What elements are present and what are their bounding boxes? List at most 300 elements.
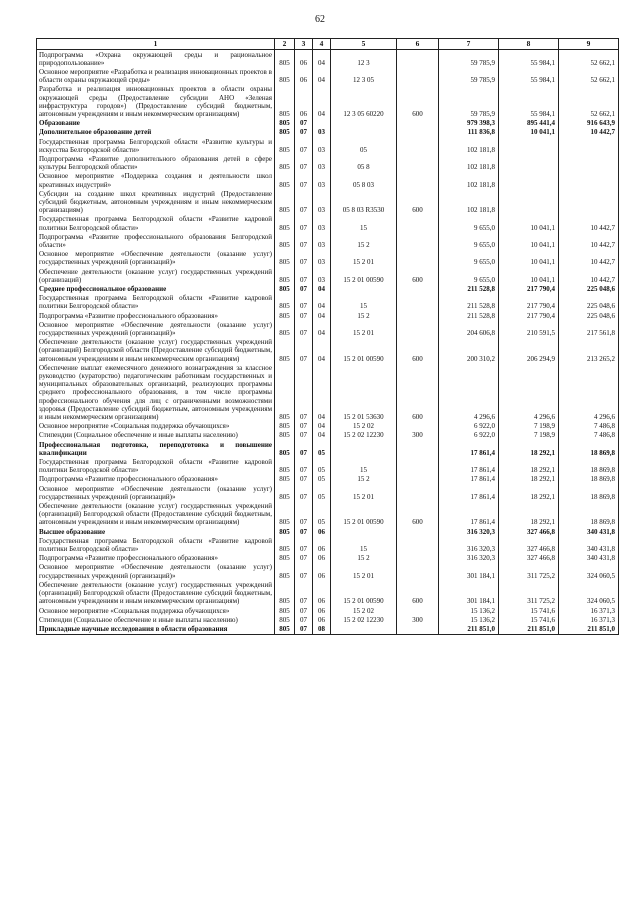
cell-col9	[559, 137, 619, 154]
cell-col8: 18 292,1	[499, 484, 559, 501]
cell-col3: 06	[295, 50, 313, 68]
cell-col3: 07	[295, 294, 313, 311]
cell-col2: 805	[275, 232, 295, 249]
table-row	[37, 128, 619, 137]
cell-col3: 07	[295, 128, 313, 137]
cell-col3: 07	[295, 137, 313, 154]
cell-col6	[397, 250, 439, 267]
row-name: Прикладные научные исследования в области образования	[37, 624, 275, 634]
cell-col8: 217 790,4	[499, 311, 559, 320]
column-header: 1	[37, 39, 275, 50]
cell-col8: 211 851,0	[499, 624, 559, 634]
cell-col3: 07	[295, 615, 313, 624]
cell-col5	[331, 119, 397, 128]
cell-col6	[397, 284, 439, 293]
cell-col5	[331, 440, 397, 457]
cell-col6: 300	[397, 615, 439, 624]
cell-col5: 15 2	[331, 554, 397, 563]
cell-col7: 4 296,6	[439, 363, 499, 421]
table-row	[37, 484, 619, 501]
cell-col3: 07	[295, 563, 313, 580]
cell-col8: 327 466,8	[499, 554, 559, 563]
cell-col3: 07	[295, 431, 313, 440]
cell-col3: 07	[295, 458, 313, 475]
cell-col3: 07	[295, 119, 313, 128]
table-row	[37, 267, 619, 284]
cell-col3: 07	[295, 580, 313, 606]
cell-col5: 15 2 01 53630	[331, 363, 397, 421]
cell-col2: 805	[275, 475, 295, 484]
cell-col2: 805	[275, 563, 295, 580]
cell-col5: 15 2 01 00590	[331, 502, 397, 528]
row-name: Стипендии (Социальное обеспечение и иные выплаты населению)	[37, 615, 275, 624]
cell-col7: 211 528,8	[439, 311, 499, 320]
cell-col5: 15	[331, 536, 397, 553]
cell-col5: 15 2 01 00590	[331, 580, 397, 606]
cell-col3: 07	[295, 320, 313, 337]
cell-col6	[397, 119, 439, 128]
column-header: 5	[331, 39, 397, 50]
table-row	[37, 284, 619, 293]
cell-col6: 600	[397, 85, 439, 119]
cell-col8: 10 041,1	[499, 128, 559, 137]
cell-col7: 15 136,2	[439, 606, 499, 615]
cell-col9: 225 048,6	[559, 284, 619, 293]
cell-col7: 301 184,1	[439, 580, 499, 606]
cell-col5: 15	[331, 294, 397, 311]
cell-col9	[559, 189, 619, 215]
table-row	[37, 554, 619, 563]
row-name: Государственная программа Белгородской области «Развитие кадровой политики Белгородской области»	[37, 215, 275, 232]
table-row	[37, 119, 619, 128]
table-row	[37, 502, 619, 528]
cell-col4: 03	[313, 172, 331, 189]
cell-col8	[499, 154, 559, 171]
cell-col8: 18 292,1	[499, 502, 559, 528]
cell-col2: 805	[275, 502, 295, 528]
cell-col6	[397, 294, 439, 311]
cell-col9: 10 442,7	[559, 215, 619, 232]
cell-col2: 805	[275, 311, 295, 320]
cell-col5: 15 2 01 00590	[331, 338, 397, 364]
cell-col8: 7 198,9	[499, 431, 559, 440]
cell-col3: 07	[295, 363, 313, 421]
table-row	[37, 422, 619, 431]
row-name: Высшее образование	[37, 527, 275, 536]
cell-col9: 10 442,7	[559, 267, 619, 284]
cell-col2: 805	[275, 250, 295, 267]
cell-col5	[331, 284, 397, 293]
cell-col7: 979 398,3	[439, 119, 499, 128]
cell-col6: 600	[397, 580, 439, 606]
cell-col5: 12 3	[331, 50, 397, 68]
table-row	[37, 440, 619, 457]
cell-col5: 15 2 01	[331, 563, 397, 580]
page-number: 62	[315, 14, 325, 25]
cell-col7: 316 320,3	[439, 554, 499, 563]
cell-col6	[397, 422, 439, 431]
table-row	[37, 311, 619, 320]
table-row	[37, 250, 619, 267]
cell-col5: 05	[331, 137, 397, 154]
cell-col5: 15 2 02 12230	[331, 431, 397, 440]
cell-col6: 600	[397, 363, 439, 421]
cell-col4: 03	[313, 128, 331, 137]
row-name: Разработка и реализация инновационных проектов в области охраны окружающей среды (Предоставление субсидии АНО «Зеленая инфраструктура городов») (Предоставление субсидий бюджетным, автономным учреждениям и иным некоммерческим организациям)	[37, 85, 275, 119]
cell-col7: 316 320,3	[439, 527, 499, 536]
table-row	[37, 338, 619, 364]
cell-col9	[559, 154, 619, 171]
cell-col6	[397, 563, 439, 580]
cell-col6	[397, 624, 439, 634]
cell-col2: 805	[275, 615, 295, 624]
cell-col4: 03	[313, 232, 331, 249]
cell-col6	[397, 554, 439, 563]
row-name: Обеспечение выплат ежемесячного денежного вознаграждения за классное руководство (кураторство) педагогическим работникам государственных и муниципальных образовательных организаций, реализующих программы среднего профессионального образования, в том числе программы профессионального обучения для лиц с ограниченными возможностями здоровья (Предоставление субсидий бюджетным, автономным учреждениям и иным некоммерческим организациям)	[37, 363, 275, 421]
cell-col3: 07	[295, 606, 313, 615]
budget-table	[36, 38, 619, 635]
cell-col4: 05	[313, 484, 331, 501]
row-name: Стипендии (Социальное обеспечение и иные выплаты населению)	[37, 431, 275, 440]
cell-col2: 805	[275, 440, 295, 457]
cell-col7: 204 606,8	[439, 320, 499, 337]
cell-col9: 16 371,3	[559, 615, 619, 624]
table-row	[37, 431, 619, 440]
cell-col2: 805	[275, 294, 295, 311]
cell-col9: 225 048,6	[559, 311, 619, 320]
cell-col2: 805	[275, 580, 295, 606]
cell-col5	[331, 527, 397, 536]
cell-col7: 301 184,1	[439, 563, 499, 580]
cell-col7: 200 310,2	[439, 338, 499, 364]
cell-col4: 05	[313, 440, 331, 457]
cell-col2: 805	[275, 338, 295, 364]
cell-col9: 18 869,8	[559, 458, 619, 475]
cell-col8	[499, 137, 559, 154]
table-row	[37, 189, 619, 215]
cell-col4: 05	[313, 475, 331, 484]
cell-col6: 600	[397, 338, 439, 364]
cell-col7: 316 320,3	[439, 536, 499, 553]
cell-col3: 07	[295, 440, 313, 457]
row-name: Подпрограмма «Развитие профессионального образования»	[37, 475, 275, 484]
table-row	[37, 458, 619, 475]
cell-col7: 102 181,8	[439, 172, 499, 189]
cell-col2: 805	[275, 154, 295, 171]
cell-col3: 07	[295, 250, 313, 267]
cell-col2: 805	[275, 172, 295, 189]
cell-col4: 04	[313, 422, 331, 431]
cell-col6	[397, 128, 439, 137]
row-name: Основное мероприятие «Социальная поддержка обучающихся»	[37, 606, 275, 615]
cell-col8: 15 741,6	[499, 606, 559, 615]
row-name: Дополнительное образование детей	[37, 128, 275, 137]
cell-col2: 805	[275, 422, 295, 431]
row-name: Субсидии на создание школ креативных индустрий (Предоставление субсидий бюджетным, автономным учреждениям и иным некоммерческим организациям)	[37, 189, 275, 215]
cell-col7: 17 861,4	[439, 484, 499, 501]
cell-col5: 15 2 02	[331, 422, 397, 431]
cell-col2: 805	[275, 67, 295, 84]
cell-col9: 225 048,6	[559, 294, 619, 311]
cell-col6	[397, 67, 439, 84]
cell-col6	[397, 440, 439, 457]
cell-col9: 211 851,0	[559, 624, 619, 634]
cell-col9: 340 431,8	[559, 554, 619, 563]
cell-col6	[397, 215, 439, 232]
cell-col3: 07	[295, 172, 313, 189]
cell-col2: 805	[275, 267, 295, 284]
cell-col7: 102 181,8	[439, 189, 499, 215]
cell-col6: 300	[397, 431, 439, 440]
row-name: Государственная программа Белгородской области «Развитие кадровой политики Белгородской области»	[37, 458, 275, 475]
cell-col3: 06	[295, 67, 313, 84]
cell-col8: 210 591,5	[499, 320, 559, 337]
cell-col2: 805	[275, 189, 295, 215]
cell-col5: 05 8	[331, 154, 397, 171]
cell-col3: 07	[295, 484, 313, 501]
table-row	[37, 67, 619, 84]
cell-col4: 03	[313, 189, 331, 215]
cell-col6	[397, 154, 439, 171]
table-body	[37, 50, 619, 635]
cell-col2: 805	[275, 606, 295, 615]
cell-col5: 15 2 02 12230	[331, 615, 397, 624]
cell-col9: 7 486,8	[559, 422, 619, 431]
cell-col5: 15 2 01	[331, 320, 397, 337]
table-row	[37, 527, 619, 536]
cell-col5: 12 3 05 60220	[331, 85, 397, 119]
cell-col9: 52 662,1	[559, 85, 619, 119]
table-row	[37, 320, 619, 337]
cell-col4: 04	[313, 338, 331, 364]
table-row	[37, 615, 619, 624]
cell-col2: 805	[275, 284, 295, 293]
table-row	[37, 154, 619, 171]
cell-col2: 805	[275, 363, 295, 421]
cell-col4: 03	[313, 250, 331, 267]
cell-col4: 08	[313, 624, 331, 634]
row-name: Основное мероприятие «Обеспечение деятельности (оказание услуг) государственных учреждений (организаций)»	[37, 250, 275, 267]
cell-col4: 06	[313, 615, 331, 624]
cell-col3: 07	[295, 554, 313, 563]
row-name: Основное мероприятие «Обеспечение деятельности (оказание услуг) государственных учреждений (организаций)»	[37, 563, 275, 580]
cell-col8: 55 984,1	[499, 50, 559, 68]
cell-col5: 15 2 01	[331, 484, 397, 501]
table-row	[37, 624, 619, 634]
cell-col3: 07	[295, 232, 313, 249]
cell-col9: 217 561,8	[559, 320, 619, 337]
cell-col9: 18 869,8	[559, 502, 619, 528]
cell-col4: 04	[313, 311, 331, 320]
cell-col7: 111 836,8	[439, 128, 499, 137]
cell-col7: 9 655,0	[439, 250, 499, 267]
cell-col8	[499, 172, 559, 189]
cell-col8: 55 984,1	[499, 67, 559, 84]
cell-col4: 06	[313, 554, 331, 563]
cell-col4: 04	[313, 284, 331, 293]
cell-col2: 805	[275, 536, 295, 553]
cell-col8: 18 292,1	[499, 458, 559, 475]
row-name: Профессиональная подготовка, переподготовка и повышение квалификации	[37, 440, 275, 457]
cell-col2: 805	[275, 320, 295, 337]
cell-col8: 18 292,1	[499, 475, 559, 484]
cell-col8	[499, 189, 559, 215]
cell-col7: 59 785,9	[439, 85, 499, 119]
cell-col4: 04	[313, 67, 331, 84]
cell-col4: 06	[313, 606, 331, 615]
cell-col4: 06	[313, 527, 331, 536]
cell-col9: 213 265,2	[559, 338, 619, 364]
cell-col8: 55 984,1	[499, 85, 559, 119]
row-name: Подпрограмма «Развитие профессионального образования»	[37, 554, 275, 563]
cell-col2: 805	[275, 431, 295, 440]
cell-col4: 06	[313, 536, 331, 553]
cell-col5: 15 2	[331, 232, 397, 249]
row-name: Подпрограмма «Охрана окружающей среды и рациональное природопользование»	[37, 50, 275, 68]
cell-col8: 10 041,1	[499, 267, 559, 284]
cell-col4: 04	[313, 294, 331, 311]
cell-col9: 340 431,8	[559, 536, 619, 553]
cell-col9: 52 662,1	[559, 67, 619, 84]
cell-col5: 15 2 02	[331, 606, 397, 615]
cell-col7: 17 861,4	[439, 475, 499, 484]
column-header: 8	[499, 39, 559, 50]
cell-col9: 10 442,7	[559, 128, 619, 137]
column-header: 3	[295, 39, 313, 50]
table-row	[37, 85, 619, 119]
cell-col5: 12 3 05	[331, 67, 397, 84]
cell-col3: 07	[295, 311, 313, 320]
cell-col5: 15	[331, 458, 397, 475]
cell-col8: 4 296,6	[499, 363, 559, 421]
cell-col7: 9 655,0	[439, 215, 499, 232]
row-name: Основное мероприятие «Поддержка создания и деятельности школ креативных индустрий»	[37, 172, 275, 189]
cell-col8: 7 198,9	[499, 422, 559, 431]
cell-col6	[397, 484, 439, 501]
cell-col4: 04	[313, 320, 331, 337]
cell-col8: 311 725,2	[499, 563, 559, 580]
row-name: Основное мероприятие «Социальная поддержка обучающихся»	[37, 422, 275, 431]
cell-col4: 06	[313, 580, 331, 606]
cell-col4: 03	[313, 267, 331, 284]
cell-col9: 324 060,5	[559, 580, 619, 606]
cell-col4: 04	[313, 431, 331, 440]
cell-col2: 805	[275, 458, 295, 475]
cell-col6	[397, 536, 439, 553]
row-name: Государственная программа Белгородской области «Развитие кадровой политики Белгородской области»	[37, 536, 275, 553]
cell-col8: 15 741,6	[499, 615, 559, 624]
row-name: Среднее профессиональное образование	[37, 284, 275, 293]
row-name: Основное мероприятие «Обеспечение деятельности (оказание услуг) государственных учреждений (организаций)»	[37, 484, 275, 501]
cell-col4: 05	[313, 458, 331, 475]
cell-col7: 17 861,4	[439, 440, 499, 457]
cell-col2: 805	[275, 215, 295, 232]
cell-col9	[559, 172, 619, 189]
cell-col3: 07	[295, 422, 313, 431]
row-name: Основное мероприятие «Обеспечение деятельности (оказание услуг) государственных учреждений (организаций)»	[37, 320, 275, 337]
cell-col3: 07	[295, 502, 313, 528]
table-row	[37, 536, 619, 553]
table-row	[37, 137, 619, 154]
table-row	[37, 232, 619, 249]
table-row	[37, 50, 619, 68]
cell-col2: 805	[275, 119, 295, 128]
cell-col9: 18 869,8	[559, 484, 619, 501]
cell-col4: 05	[313, 502, 331, 528]
cell-col6	[397, 475, 439, 484]
cell-col2: 805	[275, 50, 295, 68]
cell-col8: 217 790,4	[499, 284, 559, 293]
cell-col9: 18 869,8	[559, 440, 619, 457]
table-row	[37, 363, 619, 421]
cell-col3: 07	[295, 154, 313, 171]
cell-col3: 07	[295, 189, 313, 215]
table-header-row	[37, 39, 619, 50]
cell-col5: 15 2	[331, 311, 397, 320]
cell-col5: 15 2 01	[331, 250, 397, 267]
cell-col2: 805	[275, 137, 295, 154]
cell-col9: 916 643,9	[559, 119, 619, 128]
row-name: Основное мероприятие «Разработка и реализация инновационных проектов в области охраны окружающей среды»	[37, 67, 275, 84]
cell-col8: 327 466,8	[499, 527, 559, 536]
cell-col8: 10 041,1	[499, 215, 559, 232]
cell-col6	[397, 311, 439, 320]
cell-col9: 52 662,1	[559, 50, 619, 68]
cell-col6	[397, 527, 439, 536]
row-name: Подпрограмма «Развитие профессионального образования Белгородской области»	[37, 232, 275, 249]
cell-col6: 600	[397, 502, 439, 528]
cell-col9: 324 060,5	[559, 563, 619, 580]
cell-col7: 211 851,0	[439, 624, 499, 634]
table-row	[37, 606, 619, 615]
cell-col5: 15	[331, 215, 397, 232]
table-row	[37, 215, 619, 232]
table-row	[37, 563, 619, 580]
cell-col9: 4 296,6	[559, 363, 619, 421]
cell-col2: 805	[275, 527, 295, 536]
cell-col3: 07	[295, 536, 313, 553]
row-name: Обеспечение деятельности (оказание услуг) государственных учреждений (организаций)	[37, 267, 275, 284]
cell-col4	[313, 119, 331, 128]
cell-col2: 805	[275, 484, 295, 501]
cell-col8: 10 041,1	[499, 250, 559, 267]
cell-col7: 9 655,0	[439, 232, 499, 249]
cell-col9: 18 869,8	[559, 475, 619, 484]
row-name: Обеспечение деятельности (оказание услуг) государственных учреждений (организаций) Белгородской области (Предоставление субсидий бюджетным, автономным учреждениям и иным некоммерческим организациям)	[37, 580, 275, 606]
column-header: 7	[439, 39, 499, 50]
row-name: Подпрограмма «Развитие дополнительного образования детей в сфере культуры Белгородской области»	[37, 154, 275, 171]
cell-col5: 05 8 03	[331, 172, 397, 189]
cell-col9: 10 442,7	[559, 232, 619, 249]
cell-col8: 10 041,1	[499, 232, 559, 249]
cell-col3: 07	[295, 284, 313, 293]
cell-col6	[397, 172, 439, 189]
cell-col9: 7 486,8	[559, 431, 619, 440]
cell-col9: 10 442,7	[559, 250, 619, 267]
cell-col3: 07	[295, 475, 313, 484]
cell-col8: 206 294,9	[499, 338, 559, 364]
cell-col7: 102 181,8	[439, 154, 499, 171]
cell-col7: 9 655,0	[439, 267, 499, 284]
row-name: Обеспечение деятельности (оказание услуг) государственных учреждений (организаций) Белгородской области (Предоставление субсидий бюджетным, автономным учреждениям и иным некоммерческим организациям)	[37, 502, 275, 528]
cell-col2: 805	[275, 85, 295, 119]
cell-col7: 6 922,0	[439, 431, 499, 440]
cell-col4: 03	[313, 215, 331, 232]
cell-col7: 6 922,0	[439, 422, 499, 431]
cell-col7: 17 861,4	[439, 502, 499, 528]
cell-col8: 327 466,8	[499, 536, 559, 553]
cell-col6	[397, 458, 439, 475]
